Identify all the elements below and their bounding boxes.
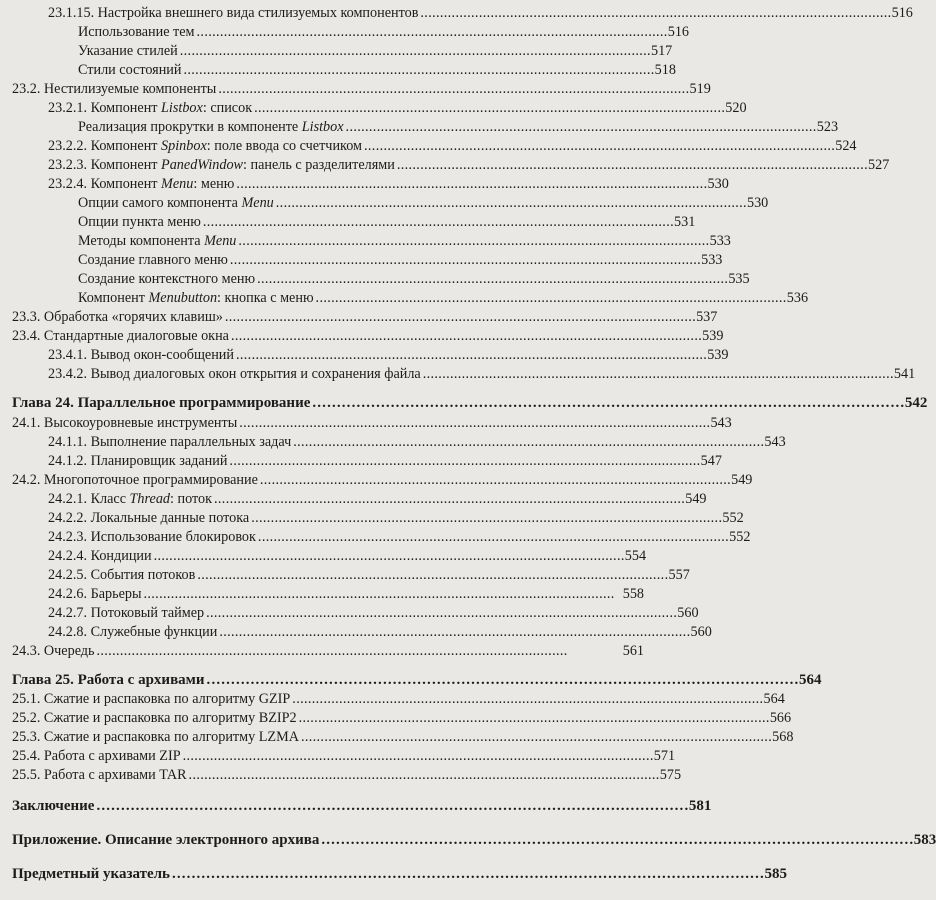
toc-entry-title: 25.2. Сжатие и распаковка по алгоритму BZIP2 xyxy=(12,710,297,726)
toc-entry-page: 541 xyxy=(893,366,916,382)
toc-entry-page: 581 xyxy=(688,798,712,814)
toc-entry-page: 518 xyxy=(654,62,676,78)
toc-entry-title: 23.2.1. Компонент Listbox: список xyxy=(48,100,253,116)
toc-entry-title: 23.2. Нестилизуемые компоненты xyxy=(12,81,217,97)
toc-entry-page: 533 xyxy=(709,233,731,249)
toc-entry-title: Заключение xyxy=(12,798,95,814)
toc-entry-page: 542 xyxy=(904,395,928,411)
toc-entry-title: 25.3. Сжатие и распаковка по алгоритму LZMA xyxy=(12,729,299,745)
toc-entry-title: 24.2.4. Кондиции xyxy=(48,548,152,564)
chapter-heading xyxy=(12,864,787,884)
toc-entry xyxy=(48,364,916,384)
toc-entry-page: 568 xyxy=(772,729,794,745)
toc-entry-title: 23.2.3. Компонент PanedWindow: панель с разделителями xyxy=(48,157,395,173)
toc-entry-title: 23.2.4. Компонент Menu: меню xyxy=(48,176,235,192)
toc-entry xyxy=(48,345,729,365)
chapter-heading xyxy=(12,670,822,690)
toc-entry-title: 24.2.5. События потоков xyxy=(48,567,196,583)
toc-entry xyxy=(48,136,857,156)
toc-entry-page: 583 xyxy=(913,832,936,848)
toc-entry-page: 516 xyxy=(891,5,913,21)
toc-entry xyxy=(48,546,647,566)
toc-entry-page: 549 xyxy=(731,472,753,488)
toc-entry-title: 23.2.2. Компонент Spinbox: поле ввода со счетчиком xyxy=(48,138,363,154)
toc-entry-title: 24.2.3. Использование блокировок xyxy=(48,529,256,545)
toc-entry xyxy=(78,250,723,270)
toc-entry-title: Методы компонента Menu xyxy=(78,233,237,249)
toc-entry xyxy=(12,765,682,785)
toc-entry-title: 24.1.1. Выполнение параллельных задач xyxy=(48,434,292,450)
toc-entry xyxy=(12,727,794,747)
toc-entry xyxy=(48,3,913,23)
toc-entry-title: Опции самого компонента Menu xyxy=(78,195,274,211)
toc-entry xyxy=(48,527,751,547)
toc-entry-page: 558 xyxy=(622,586,644,602)
toc-entry xyxy=(48,603,699,623)
toc-entry-page: 566 xyxy=(769,710,792,726)
toc-entry-title: Создание главного меню xyxy=(78,252,228,268)
toc-entry-title: Указание стилей xyxy=(78,43,178,59)
toc-entry-page: 527 xyxy=(868,157,890,173)
toc-entry-title: Реализация прокрутки в компоненте Listbox xyxy=(78,119,344,135)
toc-entry-page: 537 xyxy=(696,309,718,325)
toc-entry-page: 554 xyxy=(624,548,647,564)
toc-entry-title: Компонент Menubutton: кнопка с меню xyxy=(78,290,314,306)
toc-entry-title: Использование тем xyxy=(78,24,195,40)
toc-entry-title: 23.3. Обработка «горячих клавиш» xyxy=(12,309,223,325)
toc-entry xyxy=(12,708,792,728)
chapter-heading xyxy=(12,830,936,850)
toc-entry-title: 24.2. Многопоточное программирование xyxy=(12,472,258,488)
toc-entry xyxy=(48,584,644,604)
toc-entry xyxy=(48,489,707,509)
chapter-heading xyxy=(12,393,928,413)
toc-entry-title: 23.4. Стандартные диалоговые окна xyxy=(12,328,229,344)
toc-entry xyxy=(78,288,809,308)
toc-entry-title: Создание контекстного меню xyxy=(78,271,256,287)
toc-entry-title: 24.1.2. Планировщик заданий xyxy=(48,453,228,469)
toc-entry-page: 523 xyxy=(816,119,839,135)
toc-entry-page: 524 xyxy=(835,138,857,154)
toc-entry-page: 543 xyxy=(764,434,786,450)
toc-entry-page: 552 xyxy=(722,510,744,526)
toc-entry xyxy=(78,269,750,289)
toc-entry-page: 531 xyxy=(674,214,696,230)
toc-entry xyxy=(12,79,711,99)
toc-entry-title: 24.2.7. Потоковый таймер xyxy=(48,605,205,621)
toc-entry-title: Стили состояний xyxy=(78,62,182,78)
toc-entry xyxy=(78,117,839,137)
toc-entry-page: 571 xyxy=(653,748,676,764)
toc-entry-page: 535 xyxy=(728,271,750,287)
toc-entry-title: 24.2.2. Локальные данные потока xyxy=(48,510,250,526)
toc-entry-title: 23.1.15. Настройка внешнего вида стилизуемых компонентов xyxy=(48,5,419,21)
toc-entry xyxy=(12,689,785,709)
toc-entry-page: 519 xyxy=(689,81,711,97)
toc-entry-page: 517 xyxy=(650,43,673,59)
toc-entry-page: 564 xyxy=(763,691,785,707)
toc-entry-page: 560 xyxy=(690,624,712,640)
toc-entry xyxy=(78,193,769,213)
chapter-heading xyxy=(12,796,712,816)
toc-entry-page: 547 xyxy=(700,453,722,469)
toc-entry-title: 24.2.8. Служебные функции xyxy=(48,624,218,640)
toc-entry-page: 539 xyxy=(702,328,724,344)
toc-entry-page: 516 xyxy=(667,24,690,40)
toc-entry xyxy=(12,413,732,433)
toc-entry-page: 561 xyxy=(622,643,644,659)
toc-entry-title: Приложение. Описание электронного архива xyxy=(12,832,320,848)
toc-entry-title: Предметный указатель xyxy=(12,866,170,882)
toc-entry-title: Глава 24. Параллельное программирование xyxy=(12,395,311,411)
toc-entry-page: 560 xyxy=(677,605,699,621)
toc-entry-page: 536 xyxy=(786,290,809,306)
toc-entry-page: 539 xyxy=(707,347,729,363)
toc-entry-page: 530 xyxy=(746,195,769,211)
toc-entry-title: 24.2.1. Класс Thread: поток xyxy=(48,491,213,507)
toc-entry xyxy=(48,565,690,585)
toc-entry xyxy=(78,22,690,42)
toc-entry-page: 533 xyxy=(701,252,723,268)
toc-entry-title: 24.2.6. Барьеры xyxy=(48,586,142,602)
toc-entry xyxy=(78,212,696,232)
toc-entry xyxy=(48,451,722,471)
toc-entry xyxy=(48,98,747,118)
toc-entry xyxy=(78,231,731,251)
toc-entry xyxy=(48,432,786,452)
toc-entry-title: 24.3. Очередь xyxy=(12,643,95,659)
toc-entry-page: 552 xyxy=(729,529,751,545)
toc-entry-title: Глава 25. Работа с архивами xyxy=(12,672,205,688)
toc-entry xyxy=(12,307,718,327)
toc-entry-title: 23.4.1. Вывод окон-сообщений xyxy=(48,347,234,363)
toc-entry xyxy=(48,155,890,175)
toc-entry-page: 549 xyxy=(685,491,707,507)
toc-entry xyxy=(78,41,673,61)
toc-entry-title: 25.5. Работа с архивами TAR xyxy=(12,767,187,783)
toc-entry xyxy=(48,622,712,642)
toc-entry-page: 530 xyxy=(707,176,729,192)
toc-entry-page: 564 xyxy=(799,672,822,688)
toc-entry xyxy=(48,174,729,194)
toc-entry-page: 575 xyxy=(659,767,682,783)
toc-entry-title: 25.1. Сжатие и распаковка по алгоритму GZIP xyxy=(12,691,291,707)
toc-entry xyxy=(78,60,676,80)
toc-entry-page: 520 xyxy=(725,100,747,116)
toc-entry-page: 585 xyxy=(764,866,787,882)
toc-entry-title: 25.4. Работа с архивами ZIP xyxy=(12,748,181,764)
toc-entry-title: 24.1. Высокоуровневые инструменты xyxy=(12,415,238,431)
toc-entry-page: 543 xyxy=(710,415,732,431)
toc-entry xyxy=(12,470,753,490)
toc-entry xyxy=(12,326,724,346)
toc-entry-title: Опции пункта меню xyxy=(78,214,201,230)
toc-entry xyxy=(12,641,644,661)
toc-entry-title: 23.4.2. Вывод диалоговых окон открытия и сохранения файла xyxy=(48,366,421,382)
toc-entry-page: 557 xyxy=(668,567,690,583)
toc-entry xyxy=(12,746,676,766)
toc-entry xyxy=(48,508,744,528)
